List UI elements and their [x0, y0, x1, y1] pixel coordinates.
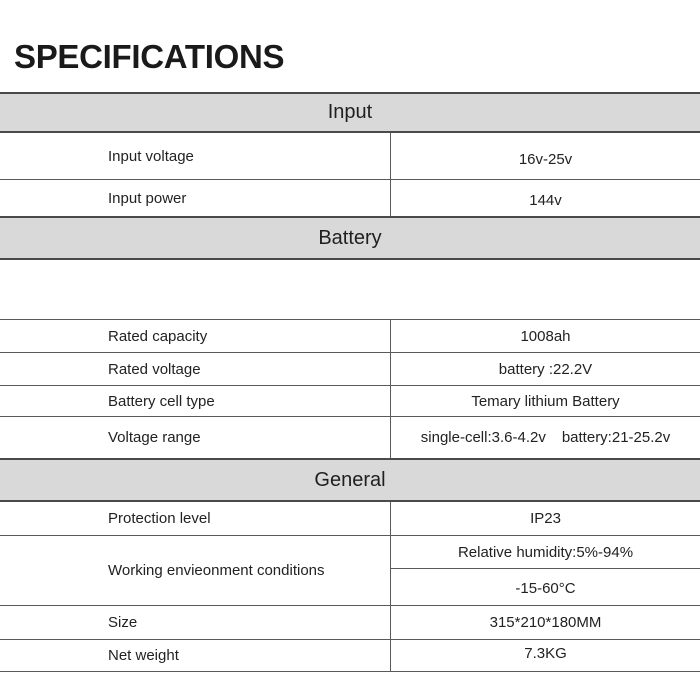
table-row [0, 320, 700, 353]
row-label: Input voltage [108, 147, 194, 165]
table-row [0, 606, 700, 640]
row-label: Input power [108, 189, 187, 207]
row-value: Relative humidity:5%-94% [391, 536, 700, 569]
row-value: IP23 [390, 502, 700, 535]
table-row [0, 180, 700, 216]
row-label: Rated capacity [108, 327, 208, 345]
row-value-part: single-cell:3.6-4.2v [420, 429, 546, 446]
row-value [390, 417, 700, 458]
row-value: 16v-25v [390, 133, 700, 179]
row-label: Battery cell type [108, 392, 215, 410]
section-header-battery: Battery [0, 216, 700, 260]
row-label: Protection level [108, 510, 211, 527]
section-header-input: Input [0, 92, 700, 133]
page-title: SPECIFICATIONS [14, 38, 285, 75]
row-label: Rated voltage [108, 360, 201, 378]
table-row [0, 353, 700, 386]
row-value: 144v [390, 180, 700, 216]
row-label: Working envieonment conditions [108, 562, 325, 579]
table-row [0, 502, 700, 536]
row-value: 7.3KG [390, 640, 700, 671]
row-value: Temary lithium Battery [390, 386, 700, 416]
row-value-part: battery:21-25.2v [561, 429, 671, 446]
row-value: battery :22.2V [390, 353, 700, 385]
row-label: Size [108, 614, 138, 631]
row-label: Voltage range [108, 429, 201, 446]
section-header-general: General [0, 458, 700, 502]
row-value: 1008ah [390, 320, 700, 352]
row-value: 315*210*180MM [390, 606, 700, 639]
table-row [0, 640, 700, 672]
row-value: -15-60°C [515, 579, 576, 597]
table-row [0, 133, 700, 180]
row-label: Net weight [108, 647, 179, 664]
table-row [0, 386, 700, 417]
table-row [0, 417, 700, 458]
